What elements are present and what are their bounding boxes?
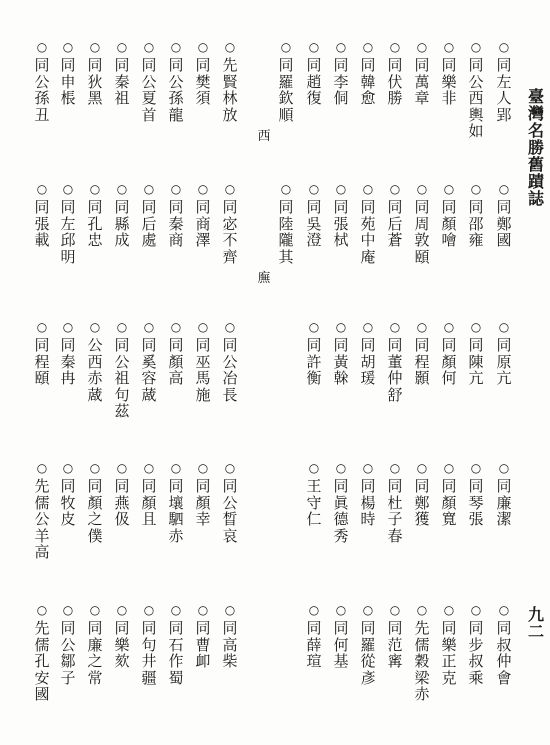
circle-mark-icon: ○ (470, 182, 482, 196)
list-item: ○ 同叔仲會 (494, 603, 514, 686)
circle-mark-icon: ○ (362, 461, 374, 475)
circle-mark-icon: ○ (224, 603, 236, 617)
list-item: ○ 同公冶長 (220, 320, 240, 403)
circle-mark-icon: ○ (170, 320, 182, 334)
list-item: ○ 同顏寬 (439, 461, 459, 528)
list-item: ○ 同樂正克 (439, 603, 459, 686)
circle-mark-icon: ○ (416, 40, 428, 54)
circle-mark-icon: ○ (280, 182, 292, 196)
list-item: ○ 同顏高 (166, 320, 186, 387)
list-item: ○ 同顏且 (139, 461, 159, 528)
list-item: ○ 同公夏首 (139, 40, 159, 123)
circle-mark-icon: ○ (416, 320, 428, 334)
circle-mark-icon: ○ (224, 40, 236, 54)
circle-mark-icon: ○ (362, 182, 374, 196)
list-item: ○ 同范寗 (385, 603, 405, 670)
list-item: ○ 同顏之僕 (85, 461, 105, 544)
circle-mark-icon: ○ (308, 603, 320, 617)
list-item: ○ 同后蒼 (385, 182, 405, 249)
list-item: ○ 同秦商 (166, 182, 186, 249)
circle-mark-icon: ○ (36, 182, 48, 196)
circle-mark-icon: ○ (36, 320, 48, 334)
circle-mark-icon: ○ (362, 603, 374, 617)
list-item: ○ 同牧皮 (58, 461, 78, 528)
list-item: ○ 同句井疆 (139, 603, 159, 686)
list-item: ○ 同公祖句茲 (112, 320, 132, 420)
circle-mark-icon: ○ (443, 40, 455, 54)
list-item: ○ 同廉之常 (85, 603, 105, 686)
circle-mark-icon: ○ (143, 320, 155, 334)
circle-mark-icon: ○ (498, 603, 510, 617)
list-item: ○ 同公鄒子 (58, 603, 78, 686)
list-item: ○ 同韓愈 (358, 40, 378, 107)
list-item: ○ 同何基 (331, 603, 351, 670)
circle-mark-icon: ○ (443, 320, 455, 334)
circle-mark-icon: ○ (143, 461, 155, 475)
list-item: ○ 同張載 (32, 182, 52, 249)
list-item: ○ 同顏噲 (439, 182, 459, 249)
circle-mark-icon: ○ (62, 320, 74, 334)
list-item: ○ 同申棖 (58, 40, 78, 107)
list-item: ○ 同奚容蒧 (139, 320, 159, 403)
list-item: ○ 同陸隴其 (276, 182, 296, 265)
circle-mark-icon: ○ (335, 603, 347, 617)
circle-mark-icon: ○ (335, 320, 347, 334)
circle-mark-icon: ○ (89, 461, 101, 475)
circle-mark-icon: ○ (443, 182, 455, 196)
list-item: ○ 同左邱明 (58, 182, 78, 265)
section-marker-corridor: 廡 (257, 271, 271, 286)
list-item: ○ 同公孫丑 (32, 40, 52, 123)
circle-mark-icon: ○ (89, 40, 101, 54)
list-item: ○ 同顏何 (439, 320, 459, 387)
circle-mark-icon: ○ (443, 461, 455, 475)
circle-mark-icon: ○ (170, 182, 182, 196)
list-item: ○ 同眞德秀 (331, 461, 351, 544)
page-number: 九二 (527, 605, 544, 641)
list-item: ○ 同商澤 (193, 182, 213, 249)
list-item: ○ 同宓不齊 (220, 182, 240, 265)
list-item: ○ 同狄黑 (85, 40, 105, 107)
circle-mark-icon: ○ (470, 603, 482, 617)
circle-mark-icon: ○ (197, 320, 209, 334)
circle-mark-icon: ○ (389, 461, 401, 475)
circle-mark-icon: ○ (335, 461, 347, 475)
list-item: ○ 同孔忠 (85, 182, 105, 249)
circle-mark-icon: ○ (36, 40, 48, 54)
circle-mark-icon: ○ (143, 182, 155, 196)
circle-mark-icon: ○ (62, 461, 74, 475)
circle-mark-icon: ○ (89, 320, 101, 334)
list-item: ○ 先儒公羊高 (32, 461, 52, 561)
list-item: ○ 同左人郢 (494, 40, 514, 123)
list-item: ○ 同董仲舒 (385, 320, 405, 403)
circle-mark-icon: ○ (224, 461, 236, 475)
circle-mark-icon: ○ (143, 603, 155, 617)
list-item: ○ 同秦冉 (58, 320, 78, 387)
circle-mark-icon: ○ (36, 603, 48, 617)
circle-mark-icon: ○ (362, 320, 374, 334)
circle-mark-icon: ○ (308, 182, 320, 196)
circle-mark-icon: ○ (416, 182, 428, 196)
list-item: ○ 同胡瑗 (358, 320, 378, 387)
circle-mark-icon: ○ (143, 40, 155, 54)
circle-mark-icon: ○ (416, 603, 428, 617)
circle-mark-icon: ○ (62, 40, 74, 54)
section-marker-west: 西 (257, 129, 271, 144)
circle-mark-icon: ○ (389, 182, 401, 196)
list-item: ○ 同顏幸 (193, 461, 213, 528)
circle-mark-icon: ○ (470, 40, 482, 54)
circle-mark-icon: ○ (389, 320, 401, 334)
circle-mark-icon: ○ (116, 182, 128, 196)
circle-mark-icon: ○ (308, 40, 320, 54)
list-item: ○ 同曹卹 (193, 603, 213, 670)
circle-mark-icon: ○ (89, 182, 101, 196)
list-item: ○ 同公孫龍 (166, 40, 186, 123)
list-item: ○ 同苑中庵 (358, 182, 378, 265)
list-item: ○ 同鄭獲 (412, 461, 432, 528)
list-item: ○ 同程頤 (32, 320, 52, 387)
circle-mark-icon: ○ (389, 603, 401, 617)
list-item: ○ 先儒穀梁赤 (412, 603, 432, 703)
list-item: ○ 同羅從彥 (358, 603, 378, 686)
circle-mark-icon: ○ (62, 182, 74, 196)
list-item: ○ 同鄭國 (494, 182, 514, 249)
list-item: ○ 同樊須 (193, 40, 213, 107)
page-heading: 臺灣名勝舊蹟誌 (527, 87, 544, 208)
list-item: ○ 同樂欬 (112, 603, 132, 670)
circle-mark-icon: ○ (36, 461, 48, 475)
list-item: ○ 同琴張 (466, 461, 486, 528)
circle-mark-icon: ○ (308, 461, 320, 475)
circle-mark-icon: ○ (470, 461, 482, 475)
list-item: ○ 同秦祖 (112, 40, 132, 107)
list-item: ○ 同縣成 (112, 182, 132, 249)
list-item: ○ 同邵雍 (466, 182, 486, 249)
list-item: ○ 先儒孔安國 (32, 603, 52, 703)
list-item: ○ 同吳澄 (304, 182, 324, 249)
list-item: ○ 先賢林放 (220, 40, 240, 123)
list-item: ○ 同石作蜀 (166, 603, 186, 686)
list-item: ○ 同周敦頤 (412, 182, 432, 265)
list-item: ○ 同張栻 (331, 182, 351, 249)
circle-mark-icon: ○ (224, 182, 236, 196)
list-item: ○ 同步叔乘 (466, 603, 486, 686)
list-item: ○ 同壤駟赤 (166, 461, 186, 544)
circle-mark-icon: ○ (389, 40, 401, 54)
circle-mark-icon: ○ (170, 603, 182, 617)
list-item: ○ 同后處 (139, 182, 159, 249)
list-item: ○ 同黃榦 (331, 320, 351, 387)
circle-mark-icon: ○ (470, 320, 482, 334)
circle-mark-icon: ○ (335, 182, 347, 196)
list-item: ○ 同杜子春 (385, 461, 405, 544)
list-item: ○ 同燕伋 (112, 461, 132, 528)
list-item: ○ 同羅欽順 (276, 40, 296, 123)
list-item: ○ 同萬章 (412, 40, 432, 107)
circle-mark-icon: ○ (498, 461, 510, 475)
circle-mark-icon: ○ (498, 320, 510, 334)
circle-mark-icon: ○ (116, 320, 128, 334)
list-item: ○ 同李侗 (331, 40, 351, 107)
circle-mark-icon: ○ (116, 603, 128, 617)
circle-mark-icon: ○ (62, 603, 74, 617)
list-item: ○ 同伏勝 (385, 40, 405, 107)
list-item: ○ 同廉潔 (494, 461, 514, 528)
circle-mark-icon: ○ (280, 40, 292, 54)
circle-mark-icon: ○ (170, 40, 182, 54)
list-item: ○ 同巫馬施 (193, 320, 213, 403)
circle-mark-icon: ○ (170, 461, 182, 475)
list-item: ○ 同原亢 (494, 320, 514, 387)
circle-mark-icon: ○ (362, 40, 374, 54)
list-item: ○ 同趙復 (304, 40, 324, 107)
circle-mark-icon: ○ (197, 40, 209, 54)
circle-mark-icon: ○ (116, 40, 128, 54)
list-item: ○ 同高柴 (220, 603, 240, 670)
circle-mark-icon: ○ (116, 461, 128, 475)
circle-mark-icon: ○ (498, 40, 510, 54)
list-item: ○ 同樂非 (439, 40, 459, 107)
circle-mark-icon: ○ (416, 461, 428, 475)
circle-mark-icon: ○ (197, 461, 209, 475)
circle-mark-icon: ○ (443, 603, 455, 617)
circle-mark-icon: ○ (224, 320, 236, 334)
list-item: ○ 同公晳哀 (220, 461, 240, 544)
circle-mark-icon: ○ (197, 182, 209, 196)
list-item: ○ 同陳亢 (466, 320, 486, 387)
list-item: ○ 公西赤蒧 (85, 320, 105, 403)
circle-mark-icon: ○ (335, 40, 347, 54)
list-item: ○ 同楊時 (358, 461, 378, 528)
list-item: ○ 同薛瑄 (304, 603, 324, 670)
circle-mark-icon: ○ (498, 182, 510, 196)
circle-mark-icon: ○ (197, 603, 209, 617)
circle-mark-icon: ○ (89, 603, 101, 617)
list-item: ○ 同許衡 (304, 320, 324, 387)
list-item: ○ 同程顥 (412, 320, 432, 387)
list-item: ○ 同公西輿如 (466, 40, 486, 140)
circle-mark-icon: ○ (308, 320, 320, 334)
list-item: ○ 王守仁 (304, 461, 324, 528)
